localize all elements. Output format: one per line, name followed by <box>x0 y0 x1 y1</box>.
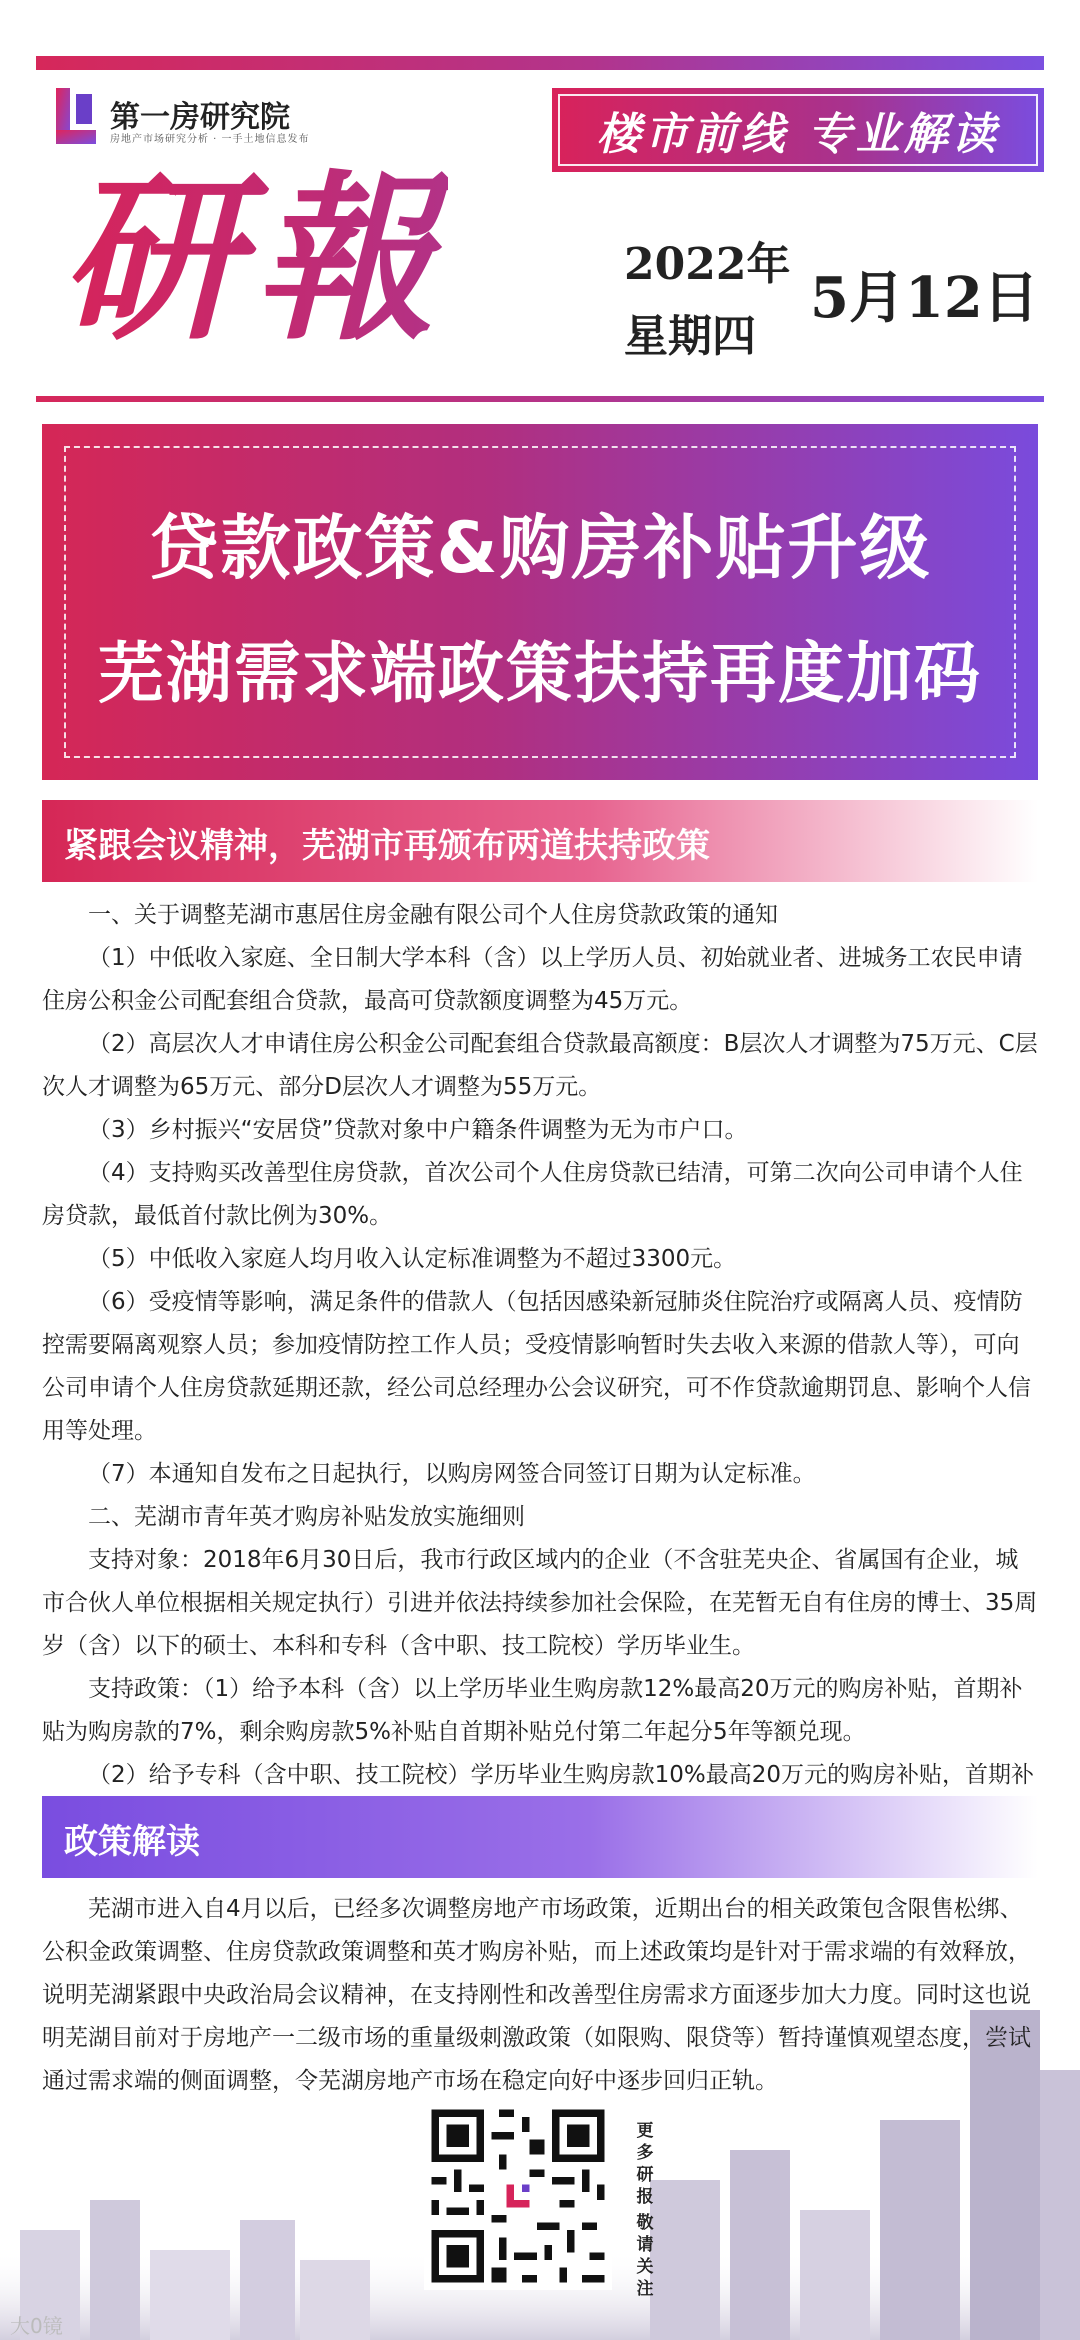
section-header-analysis <box>42 1796 1038 1878</box>
issue-date: 5月12日 <box>810 265 1039 331</box>
brand-title: 研報 <box>60 150 448 370</box>
logo-name: 第一房研究院 <box>110 100 290 135</box>
logo-tagline: 房地产市场研究分析 · 一手土地信息发布 <box>110 134 310 145</box>
policy-paragraph: （6）受疫情等影响，满足条件的借款人（包括因感染新冠肺炎住院治疗或隔离人员、疫情防控需要隔离观察人员；参加疫情防控工作人员；受疫情影响暂时失去收入来源的借款人等），可向公司申请个人住房贷款延期还款，经公司总经理办公会议研究，可不作贷款逾期罚息、影响个人信用等处理。 <box>42 1289 1031 1444</box>
section-title-policies: 紧跟会议精神，芜湖市再颁布两道扶持政策 <box>64 826 710 866</box>
slogan-banner <box>552 88 1044 172</box>
top-accent-bar <box>36 56 1044 70</box>
policy-paragraph: （2）高层次人才申请住房公积金公司配套组合贷款最高额度：B层次人才调整为75万元、C层次人才调整为65万元、部分D层次人才调整为55万元。 <box>42 1031 1038 1100</box>
logo-mark-icon <box>54 86 100 146</box>
slogan-text: 楼市前线 专业解读 <box>596 109 1000 160</box>
header-divider <box>36 396 1044 402</box>
analysis-paragraph: 芜湖市进入自4月以后，已经多次调整房地产市场政策，近期出台的相关政策包含限售松绑、公积金政策调整、住房贷款政策调整和英才购房补贴，而上述政策均是针对于需求端的有效释放，说明芜湖紧跟中央政治局会议精神，在支持刚性和改善型住房需求方面逐步加大力度。同时这也说明芜湖目前对于房地产一二级市场的重量级刺激政策（如限购、限贷等）暂持谨慎观望态度，尝试通过需求端的侧面调整，令芜湖房地产市场在稳定向好中逐步回归正轨。 <box>42 1896 1031 2094</box>
qr-caption-follow: 敬请关注 <box>636 2213 654 2299</box>
qr-code-icon[interactable] <box>424 2102 612 2290</box>
section-header-policies <box>42 800 1038 882</box>
policy-paragraph: 一、关于调整芜湖市惠居住房金融有限公司个人住房贷款政策的通知 <box>88 902 778 928</box>
watermark: 大0镜 <box>10 2314 63 2338</box>
section-body-policies <box>42 894 1038 1840</box>
policy-paragraph: （1）中低收入家庭、全日制大学本科（含）以上学历人员、初始就业者、进城务工农民申请住房公积金公司配套组合贷款，最高可贷款额度调整为45万元。 <box>42 945 1023 1014</box>
slogan-frame <box>558 94 1038 166</box>
policy-paragraph: 二、芜湖市青年英才购房补贴发放实施细则 <box>88 1504 525 1530</box>
hero-subheadline: 芜湖需求端政策扶持再度加码 <box>98 635 982 712</box>
hero-headline: 贷款政策&购房补贴升级 <box>148 507 932 589</box>
hero-banner <box>42 424 1038 780</box>
policy-paragraph: （7）本通知自发布之日起执行，以购房网签合同签订日期为认定标准。 <box>88 1461 816 1487</box>
policy-paragraph: 支持政策：（1）给予本科（含）以上学历毕业生购房款12%最高20万元的购房补贴，首期补贴为购房款的7%，剩余购房款5%补贴自首期补贴兑付第二年起分5年等额兑现。 <box>42 1676 1023 1745</box>
section-body-analysis <box>42 1888 1038 2103</box>
policy-paragraph: （5）中低收入家庭人均月收入认定标准调整为不超过3300元。 <box>88 1246 737 1272</box>
policy-paragraph: （2）给予专科（含中职、技工院校）学历毕业生购房款10%最高20万元的购房补贴，首期补 <box>88 1762 1035 1788</box>
policy-paragraph: （3）乡村振兴“安居贷”贷款对象中户籍条件调整为无为市户口。 <box>88 1117 748 1143</box>
section-title-analysis: 政策解读 <box>64 1822 200 1862</box>
issue-year: 2022年 <box>624 239 791 290</box>
issue-weekday: 星期四 <box>624 311 756 362</box>
qr-caption-more-reports: 更多研报 <box>636 2121 654 2207</box>
brand-logo <box>54 82 310 152</box>
policy-paragraph: （4）支持购买改善型住房贷款，首次公司个人住房贷款已结清，可第二次向公司申请个人住房贷款，最低首付款比例为30%。 <box>42 1160 1023 1229</box>
policy-paragraph: 支持对象：2018年6月30日后，我市行政区域内的企业（不含驻芜央企、省属国有企业，城市合伙人单位根据相关规定执行）引进并依法持续参加社会保险，在芜暂无自有住房的博士、35周岁（含）以下的硕士、本科和专科（含中职、技工院校）学历毕业生。 <box>42 1547 1038 1659</box>
